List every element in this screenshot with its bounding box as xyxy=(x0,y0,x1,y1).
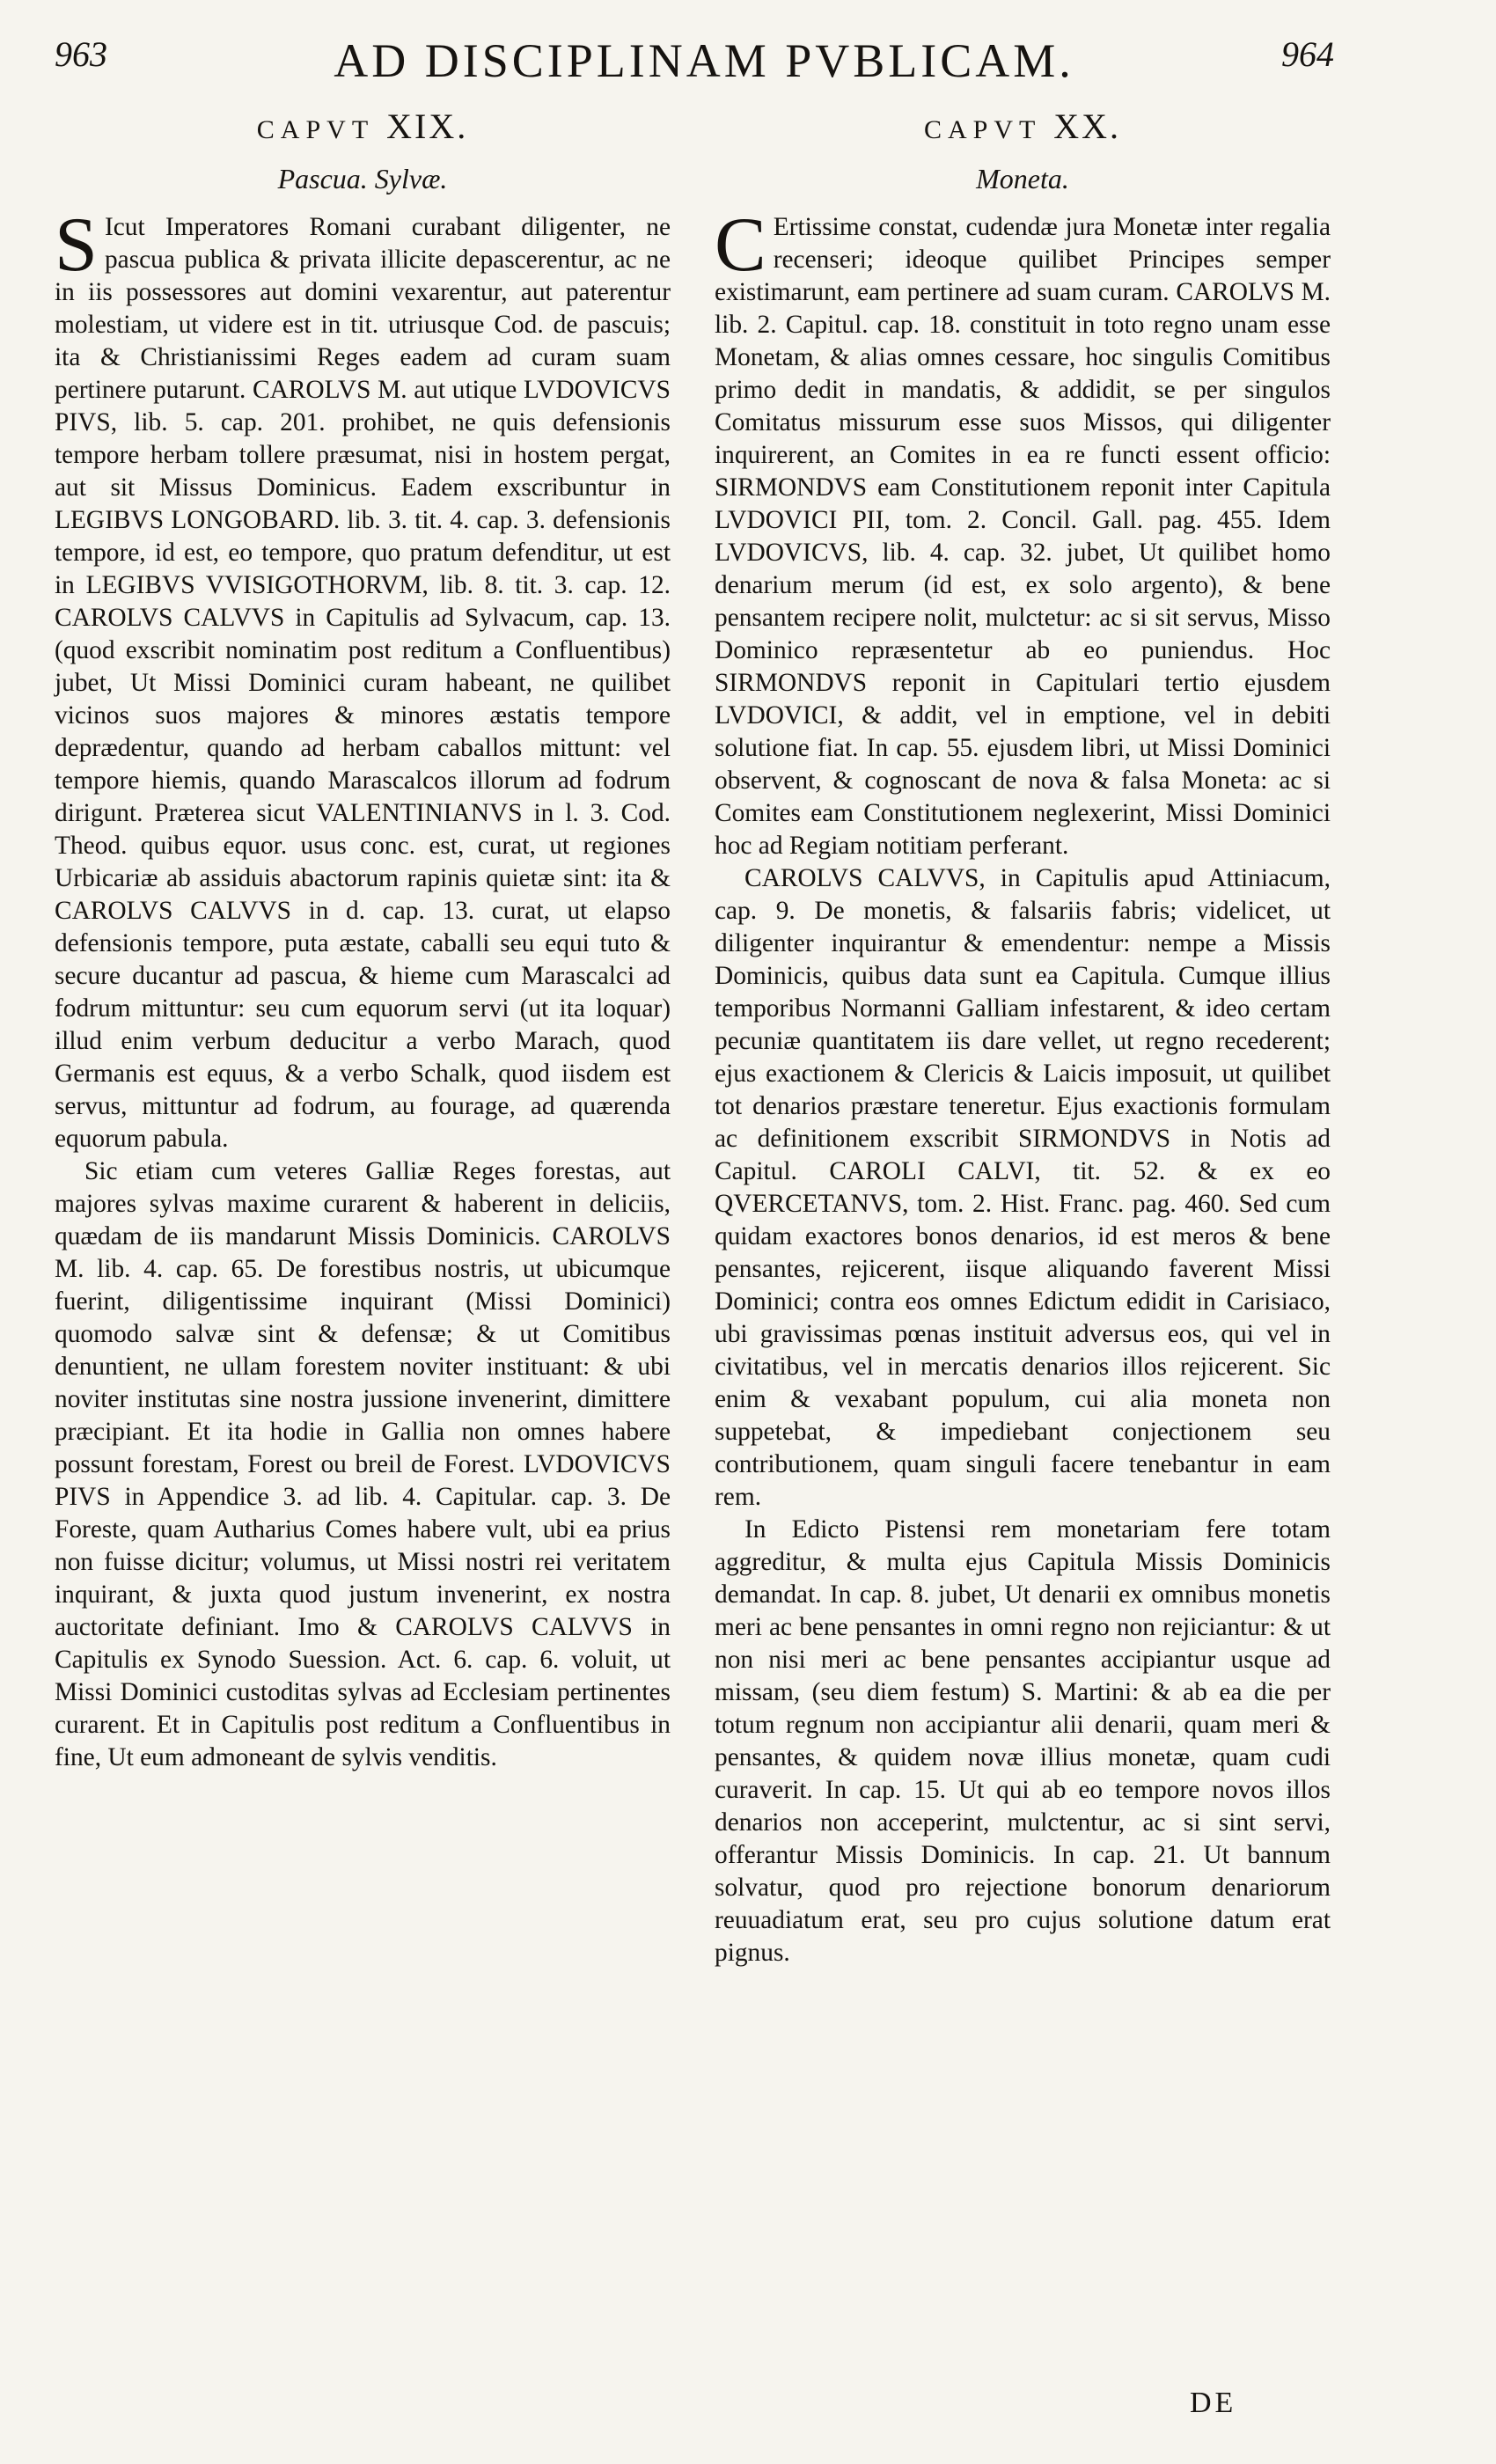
paragraph-text: Icut Imperatores Romani curabant diligenter, ne pascua publica & privata illicite depascerentur, ac ne in iis possessores aut domini vexarentur, aut paterentur molestiam, ut videre est in tit. utriusque Cod. de pascuis; ita & Christianissimi Reges eadem ad curam suam pertinere putarunt. CAROLVS M. aut utique LVDOVICVS PIVS, lib. 5. cap. 201. prohibet, ne quis defensionis tempore herbam tollere præsumat, nisi in hostem pergat, aut sit Missus Dominicus. Eadem exscribuntur in LEGIBVS LONGOBARD. lib. 3. tit. 4. cap. 3. defensionis tempore, id est, eo tempore, quo pratum defenditur, ut est in LEGIBVS VVISIGOTHORVM, lib. 8. tit. 3. cap. 12. CAROLVS CALVVS in Capitulis ad Sylvacum, cap. 13. (quod exscribit nominatim post reditum a Confluentibus) jubet, Ut Missi Dominici curam habeant, ne quilibet vicinos suos majores & minores æstatis tempore deprædentur, quando ad herbam caballos mittunt: vel tempore hiemis, quando Marascalcos illorum ad fodrum dirigunt. Præterea sicut VALENTINIANVS in l. 3. Cod. Theod. quibus equor. usus conc. est, curat, ut regiones Urbicariæ ab assiduis abactorum rapinis quietæ sint: ita & CAROLVS CALVVS in d. cap. 13. curat, ut elapso defensionis tempore, puta æstate, caballi seu equi tuto & secure ducantur ad pascua, & hieme cum Marascalci ad fodrum mittuntur: seu cum equorum servi (ut ita loquar) illud enim verbum deducitur a verbo Marach, quod Germanis est equus, & a verbo Schalk, quod iisdem est servus, mittuntur ad fodrum, au fourage, ad quærenda equorum pabula. xyxy=(55,213,671,1153)
section-title-left: Pascua. Sylvæ. xyxy=(277,163,448,194)
left-column xyxy=(55,106,671,1774)
drop-cap: C xyxy=(715,202,766,288)
paragraph xyxy=(715,202,1331,862)
page-number-left: 963 xyxy=(55,34,107,74)
paragraph: In Edicto Pistensi rem monetariam fere totam aggreditur, & multa ejus Capitula Missis Dominicis demandat. In cap. 8. jubet, Ut denarii ex omnibus monetis meri ac bene pensantes in omni regno non rejiciantur: & ut non nisi meri ac bene pensantes accipiantur usque ad missam, (seu diem festum) S. Martini: & ab ea die per totum regnum non accipiantur alii denarii, quam meri & pensantes, & quidem novæ illius monetæ, quam cudi curaverit. In cap. 15. Ut qui ab eo tempore novos illos denarios non acceperint, mulctentur, ac si sint servi, offerantur Missis Dominicis. In cap. 21. Ut bannum solvatur, quod pro rejectione bonorum denariorum reuuadiatum erat, seu pro cujus solutione datum erat pignus. xyxy=(715,1515,1331,1967)
chapter-number: XIX. xyxy=(386,106,469,146)
running-head: AD DISCIPLINAM PVBLICAM. xyxy=(334,34,1074,87)
body-text-right xyxy=(715,202,1331,1969)
page-number-right: 964 xyxy=(1281,34,1334,74)
catchword: DE xyxy=(1190,2387,1237,2419)
drop-cap: S xyxy=(55,202,98,288)
paragraph-text: Ertissime constat, cudendæ jura Monetæ inter regalia recenseri; ideoque quilibet Principes semper existimarunt, eam pertinere ad suam curam. CAROLVS M. lib. 2. Capitul. cap. 18. constituit in toto regno unam esse Monetam, & alias omnes cessare, hoc singulis Comitibus primo dedit in mandatis, & addidit, se per singulos Comitatus missurum esse suos Missos, qui diligenter inquirerent, an Comites in ea re functi essent officio: SIRMONDVS eam Constitutionem reponit inter Capitula LVDOVICI PII, tom. 2. Concil. Gall. pag. 455. Idem LVDOVICVS, lib. 4. cap. 32. jubet, Ut quilibet homo denarium merum (id est, ex solo argento), & bene pensantem recipere nolit, mulctetur: ac si sit servus, Misso Dominico repræsentetur ab eo puniendus. Hoc SIRMONDVS reponit in Capitulari tertio ejusdem LVDOVICI, & addit, vel in emptione, vel in debiti solutione fiat. In cap. 55. ejusdem libri, ut Missi Dominici observent, & cognoscant de nova & falsa Moneta: ac si Comites eam Constitutionem neglexerint, Missi Dominici hoc ad Regiam notitiam perferant. xyxy=(715,213,1331,860)
chapter-label: CAPVT xyxy=(256,115,374,144)
paragraph xyxy=(55,202,671,1155)
paragraph: CAROLVS CALVVS, in Capitulis apud Attiniacum, cap. 9. De monetis, & falsariis fabris; videlicet, ut diligenter inquirantur & emendentur: nempe a Missis Dominicis, quibus data sunt ea Capitula. Cumque illius temporibus Normanni Galliam infestarent, & ideo certam pecuniæ quantitatem iis dare vellet, ut regno recederent; ejus exactionem & Clericis & Laicis imposuit, ut quilibet tot denarios præstare teneretur. Ejus exactionis formulam ac definitionem exscribit SIRMONDVS in Notis ad Capitul. CAROLI CALVI, tit. 52. & ex eo QVERCETANVS, tom. 2. Hist. Franc. pag. 460. Sed cum quidam exactores bonos denarios, id est meros & bene pensantes, rejicerent, iisque aliquando faverent Missi Dominici; contra eos omnes Edictum edidit in Carisiaco, ubi gravissimas pœnas instituit adversus eos, qui vel in civitatibus, vel in mercatis denarios illos rejicerent. Sic enim & vexabant populum, cui alia moneta non suppetebat, & impediebant conjectionem seu contributionem, quam singuli facere tenebantur in eam rem. xyxy=(715,864,1331,1511)
chapter-label: CAPVT xyxy=(923,115,1041,144)
chapter-heading-right xyxy=(715,106,1331,147)
paragraph: Sic etiam cum veteres Galliæ Reges forestas, aut majores sylvas maxime curarent & haberent in deliciis, quædam de iis mandarunt Missis Dominicis. CAROLVS M. lib. 4. cap. 65. De forestibus nostris, ut ubicumque fuerint, diligentissime inquirant (Missi Dominici) quomodo salvæ sint & defensæ; & ut Comitibus denuntient, ne ullam forestem noviter instituant: & ubi noviter institutas sine nostra jussione invenerint, dimittere præcipiant. Et ita hodie in Gallia non omnes habere possunt forestam, Forest ou breil de Forest. LVDOVICVS PIVS in Appendice 3. ad lib. 4. Capitular. cap. 3. De Foreste, quam Autharius Comes habere vult, ubi ea prius non fuisse dicitur; volumus, ut Missi nostri rei veritatem inquirant, & juxta quod justum invenerint, ex nostra auctoritate definiant. Imo & CAROLVS CALVVS in Capitulis ex Synodo Suession. Act. 6. cap. 6. voluit, ut Missi Dominici custoditas sylvas ad Ecclesiam pertinentes curarent. Et in Capitulis post reditum a Confluentibus in fine, Ut eum admoneant de sylvis venditis. xyxy=(55,1157,671,1771)
chapter-number: XX. xyxy=(1053,106,1122,146)
right-column xyxy=(715,106,1331,1969)
chapter-heading-left xyxy=(55,106,671,147)
section-title-right: Moneta. xyxy=(976,163,1069,194)
body-text-left xyxy=(55,202,671,1774)
